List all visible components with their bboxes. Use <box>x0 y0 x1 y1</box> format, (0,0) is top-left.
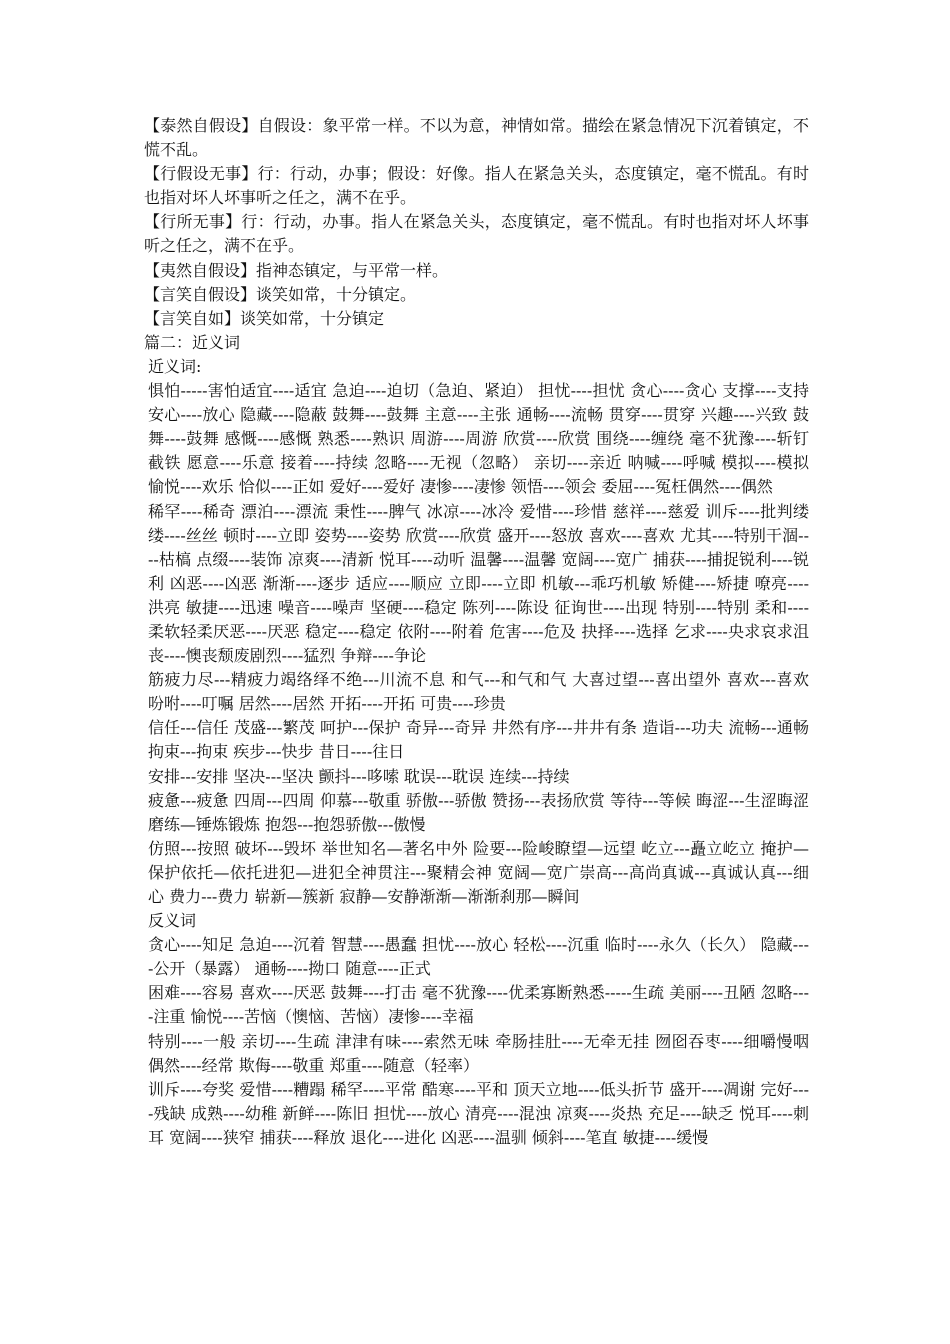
synonym-paragraph-5: 安排---安排 坚决---坚决 颤抖---哆嗦 耽误---耽误 连续---持续 <box>148 766 570 786</box>
synonyms-heading: 近义词: <box>148 356 202 376</box>
synonym-paragraph-2: 稀罕----稀奇 漂泊----漂流 秉性----脾气 冰凉----冰冷 爱惜----珍惜 慈祥----慈爱 训斥----批判缕缕----丝丝 顿时----立即 姿势----姿势 欣赏----欣赏 盛开----怒放 喜欢----喜欢 尤其----特别干涸----枯槁 点缀----装饰 凉爽----清新 悦耳----动听 温馨----温馨 宽阔----宽广 捕获----捕捉锐利----锐利 凶恶----凶恶 渐渐----逐步 适应----顺应 立即----立即 机敏---乖巧机敏 矫健----矫捷 嘹亮----洪亮 敏捷----迅速 噪音----噪声 坚硬----稳定 陈列----陈设 征询世----出现 特别----特别 柔和----柔软轻柔厌恶----厌恶 稳定----稳定 依附----附着 危害----危及 抉择----选择 乞求----央求哀求沮丧----懊丧颓废剧烈----猛烈 争辩----争论 <box>148 501 809 666</box>
entry-2: 【行假设无事】行：行动，办事；假设：好像。指人在紧急关头，态度镇定，毫不慌乱。有时也指对坏人坏事听之任之，满不在乎。 <box>144 164 809 208</box>
section-title: 篇二：近义词 <box>144 332 241 352</box>
synonym-paragraph-6: 疲惫---疲惫 四周---四周 仰慕---敬重 骄傲---骄傲 赞扬---表扬欣赏 等待---等候 晦涩---生涩晦涩磨练—锤炼锻炼 抱怨---抱怨骄傲---傲慢 <box>148 790 809 834</box>
document-body <box>144 114 809 1150</box>
antonym-paragraph-3: 特别----一般 亲切----生疏 津津有味----索然无味 牵肠挂肚----无牵无挂 囫囵吞枣----细嚼慢咽 偶然----经常 欺侮----敬重 郑重----随意（轻率） <box>148 1031 809 1075</box>
synonym-paragraph-1: 惧怕-----害怕适宜----适宜 急迫----迫切（急迫、紧迫） 担忧----担忧 贪心----贪心 支撑----支持 安心----放心 隐藏----隐蔽 鼓舞----鼓舞 主意----主张 通畅----流畅 贯穿----贯穿 兴趣----兴致 鼓舞----鼓舞 感慨----感慨 熟悉----熟识 周游----周游 欣赏----欣赏 围绕----缠绕 毫不犹豫----斩钉截铁 愿意----乐意 接着----持续 忽略----无视（忽略） 亲切----亲近 呐喊----呼喊 模拟----模拟 愉悦----欢乐 恰似----正如 爱好----爱好 凄惨----凄惨 领悟----领会 委屈----冤枉偶然----偶然 <box>148 381 809 497</box>
entry-4: 【夷然自假设】指神态镇定，与平常一样。 <box>144 260 449 280</box>
entry-1: 【泰然自假设】自假设：象平常一样。不以为意，神情如常。描绘在紧急情况下沉着镇定，不慌不乱。 <box>144 116 809 160</box>
antonym-paragraph-4: 训斥----夸奖 爱惜----糟蹋 稀罕----平常 酷寒----平和 顶天立地----低头折节 盛开----凋谢 完好----残缺 成熟----幼稚 新鲜----陈旧 担忧----放心 清亮----混浊 凉爽----炎热 充足----缺乏 悦耳----刺耳 宽阔----狭窄 捕获----释放 退化----进化 凶恶----温驯 倾斜----笔直 敏捷----缓慢 <box>148 1079 809 1147</box>
synonym-paragraph-3: 筋疲力尽---精疲力竭络绎不绝---川流不息 和气---和气和气 大喜过望---喜出望外 喜欢---喜欢 吩咐----叮嘱 居然----居然 开拓----开拓 可贵----珍贵 <box>148 670 809 714</box>
entry-6: 【言笑自如】谈笑如常，十分镇定 <box>144 308 385 328</box>
entry-5: 【言笑自假设】谈笑如常，十分镇定。 <box>144 284 417 304</box>
antonym-paragraph-2: 困难----容易 喜欢----厌恶 鼓舞----打击 毫不犹豫----优柔寡断熟悉-----生疏 美丽----丑陋 忽略----注重 愉悦----苦恼（懊恼、苦恼）凄惨----幸福 <box>148 983 809 1027</box>
synonym-paragraph-4: 信任---信任 茂盛---繁茂 呵护---保护 奇异---奇异 井然有序---井井有条 造诣---功夫 流畅---通畅 拘束---拘束 疾步---快步 昔日----往日 <box>148 718 809 762</box>
entry-3: 【行所无事】行：行动，办事。指人在紧急关头，态度镇定，毫不慌乱。有时也指对坏人坏事听之任之，满不在乎。 <box>144 212 809 256</box>
synonym-paragraph-7: 仿照---按照 破坏---毁坏 举世知名—著名中外 险要---险峻瞭望—远望 屹立---矗立屹立 掩护—保护依托—依托进犯—进犯全神贯注---聚精会神 宽阔—宽广崇高---高尚真诚---真诚认真---细心 费力---费力 崭新—簇新 寂静—安静渐渐—渐渐刹那—瞬间 <box>148 838 809 906</box>
antonyms-heading: 反义词 <box>148 911 197 931</box>
antonym-paragraph-1: 贪心----知足 急迫----沉着 智慧----愚蠢 担忧----放心 轻松----沉重 临时----永久（长久） 隐藏----公开（暴露） 通畅----拗口 随意----正式 <box>148 935 809 979</box>
